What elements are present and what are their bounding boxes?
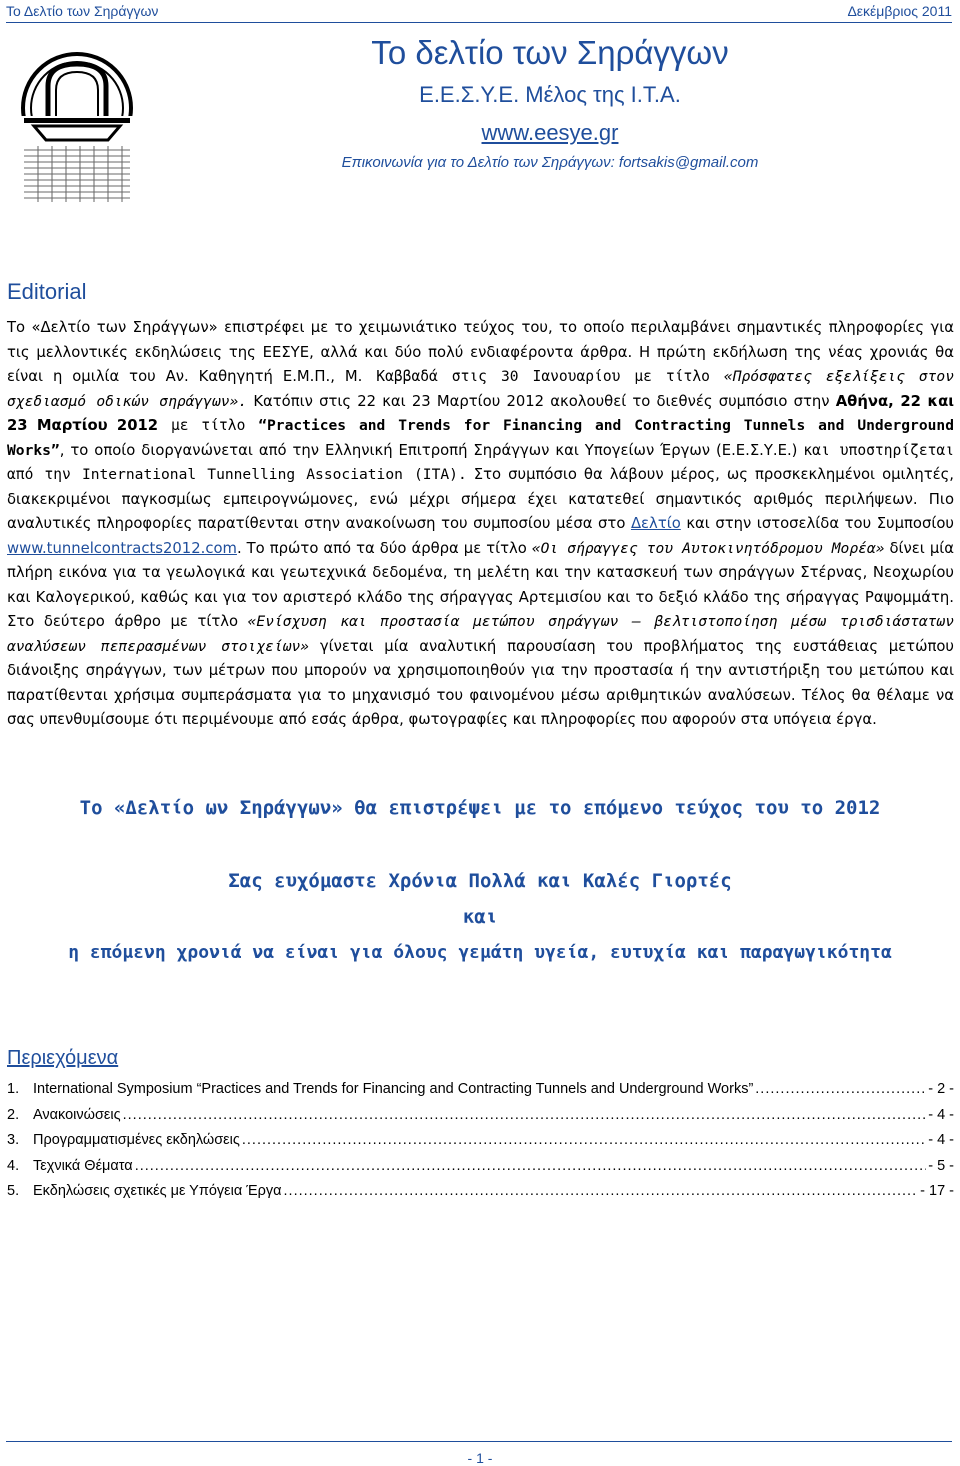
- greeting-line-1: Σας ευχόμαστε Χρόνια Πολλά και Καλές Γιορτές: [228, 870, 732, 892]
- editorial-text: με τίτλο: [158, 417, 259, 434]
- toc-item-page: - 4 -: [928, 1132, 954, 1148]
- masthead: [140, 28, 960, 171]
- toc-item-title: Τεχνικά Θέματα: [33, 1157, 133, 1174]
- toc-item-page: - 5 -: [928, 1157, 954, 1174]
- symposium-website-link[interactable]: www.tunnelcontracts2012.com: [7, 539, 237, 557]
- editorial-text: γίνεται μία αναλυτική παρουσίαση του προβλήματος της ευστάθειας μετώπου διάνοιξης σηράγγων, των μέτρων που μπορούν να χρησιμοποιηθούν για την προστασία ή την αντιστήριξη του μετώπου και παρατίθενται χρήσιμα συμπεράσματα για το μηχανισμό του φαινομένου μέσω αριθμητικών αναλύσεων. Τέλος θα θέλαμε να σας υπενθυμίσουμε ότι περιμένουμε από εσάς άρθρα, φωτογραφίες και πληροφορίες που αφορούν στα υπόγεια έργα.: [7, 637, 954, 728]
- running-header: [6, 0, 952, 23]
- toc-item-title: Προγραμματισμένες εκδηλώσεις: [33, 1132, 240, 1148]
- symposium-title: “Practices and Trends for Financing and Contracting Tunnels and Underground Works”: [7, 417, 954, 459]
- toc-heading: Περιεχόμενα: [7, 1047, 119, 1069]
- editorial-heading: Editorial: [7, 279, 87, 304]
- editorial-text: Στο συμπόσιο θα λάβουν μέρος, ως προσκεκλημένοι ομιλητές, διακεκριμένοι παγκοσμίως εμπειρογνώμονες, ενώ μέχρι σήμερα έχει κατατεθεί σημαντικός αριθμός περιλήψεων. Πιο αναλυτικές πληροφορίες παρατίθενται στην ανακοίνωση του συμποσίου μέσα στο: [7, 466, 954, 532]
- greeting-line-3: η επόμενη χρονιά να είναι για όλους γεμάτη υγεία, ευτυχία και παραγωγικότητα: [68, 942, 892, 963]
- editorial-text: . Το πρώτο από τα δύο άρθρα με τίτλο: [236, 539, 532, 557]
- editorial-text: Κατόπιν στις 22 και 23 Μαρτίου 2012 ακολουθεί το διεθνές συμπόσιο στην: [247, 392, 836, 410]
- toc-dot-leader: [755, 1081, 926, 1097]
- bulletin-subtitle: Ε.Ε.Σ.Υ.Ε. Μέλος της Ι.Τ.Α.: [419, 82, 681, 107]
- editorial-text: και υποστηρίζεται από την International Tunnelling Association (ITA).: [7, 441, 954, 483]
- greeting-line-2: και: [462, 906, 498, 928]
- toc-item-title: Ανακοινώσεις: [33, 1106, 121, 1123]
- article-1-title: «Οι σήραγγες του Αυτοκινητόδρομου Μορέα»: [531, 539, 885, 557]
- return-notice: Το «Δελτίο ων Σηράγγων» θα επιστρέψει με το επόμενο τεύχος του το 2012: [79, 797, 881, 819]
- toc-item[interactable]: [7, 1081, 954, 1107]
- society-logo-icon: [18, 38, 136, 204]
- toc-item[interactable]: [7, 1183, 954, 1209]
- toc-item[interactable]: [7, 1158, 954, 1184]
- article-2-title: «Ενίσχυση και προστασία μετώπου σηράγγων – βελτιστοποίηση μέσω τρισδιάστατων αναλύσεων πεπερασμένων στοιχείων»: [7, 613, 954, 655]
- editorial-text: και στην ιστοσελίδα του Συμποσίου: [680, 515, 954, 532]
- bulletin-link[interactable]: Δελτίο: [630, 515, 681, 532]
- symposium-date: Αθήνα, 22 και 23 Μαρτίου 2012: [7, 392, 955, 434]
- toc-item-page: - 4 -: [928, 1106, 954, 1123]
- toc-dot-leader: [123, 1107, 927, 1123]
- toc-item-number: 1.: [7, 1081, 20, 1097]
- toc-dot-leader: [284, 1183, 919, 1199]
- toc-item-title: International Symposium “Practices and Trends for Financing and Contracting Tunnels and Underground Works”: [33, 1081, 754, 1097]
- page-number: - 1 -: [467, 1450, 493, 1466]
- toc-item-number: 5.: [7, 1183, 20, 1199]
- editorial-text: Το «Δελτίο των Σηράγγων» επιστρέφει με το χειμωνιάτικο τεύχος του, το οποίο περιλαμβάνει σημαντικές πληροφορίες για τις μελλοντικές εκδηλώσεις της ΕΕΣΥΕ, αλλά και δύο πολύ ενδιαφέροντα άρθρα. Η πρώτη εκδήλωση της νέας χρονιάς θα είναι η ομιλία του Αν. Καθηγητή Ε.Μ.Π., Μ.: [7, 319, 954, 385]
- editorial-text: , το οποίο διοργανώνεται από την Ελληνική Επιτροπή Σηράγγων και Υπογείων Έργων (Ε.Ε.Σ.Υ.Ε.): [59, 441, 804, 459]
- bulletin-title: Το δελτίο των Σηράγγων: [371, 34, 729, 71]
- lecture-title: «Πρόσφατες εξελίξεις στον σχεδιασμό οδικών σηράγγων».: [7, 368, 954, 410]
- editorial-body: [7, 316, 954, 733]
- toc-dot-leader: [242, 1132, 926, 1148]
- toc-item[interactable]: [7, 1132, 954, 1158]
- table-of-contents: [7, 1081, 954, 1209]
- toc-item-number: 2.: [7, 1106, 20, 1123]
- toc-item-number: 4.: [7, 1157, 20, 1174]
- toc-item-number: 3.: [7, 1132, 20, 1148]
- toc-item-title: Εκδηλώσεις σχετικές με Υπόγεια Έργα: [33, 1183, 282, 1199]
- header-date: Δεκέμβριος 2011: [847, 3, 952, 19]
- editorial-text: δίνει μία πλήρη εικόνα για τα γεωλογικά και γεωτεχνικά δεδομένα, τη μελέτη και την κατασκευή των σηράγγων Στέρνας, Νεοχωρίου και Καλογερικού, καθώς και για τον αριστερό κλάδο της σήραγγας Αρτεμισίου και το δεξιό κλάδο της σήραγγας Ραψομμάτη. Στο δεύτερο άρθρο με τίτλο: [7, 539, 954, 630]
- toc-item-page: - 17 -: [920, 1183, 954, 1199]
- editorial-text: Καββαδά στις 30 Ιανουαρίου με τίτλο: [362, 368, 724, 385]
- toc-item-page: - 2 -: [928, 1081, 954, 1097]
- toc-item[interactable]: [7, 1107, 954, 1133]
- header-publication-name: Το Δελτίο των Σηράγγων: [6, 3, 159, 19]
- website-link[interactable]: www.eesye.gr: [481, 120, 619, 145]
- toc-dot-leader: [135, 1158, 927, 1174]
- footer-divider: [6, 1441, 952, 1442]
- contact-line: Επικοινωνία για το Δελτίο των Σηράγγων: fortsakis@gmail.com: [341, 154, 759, 171]
